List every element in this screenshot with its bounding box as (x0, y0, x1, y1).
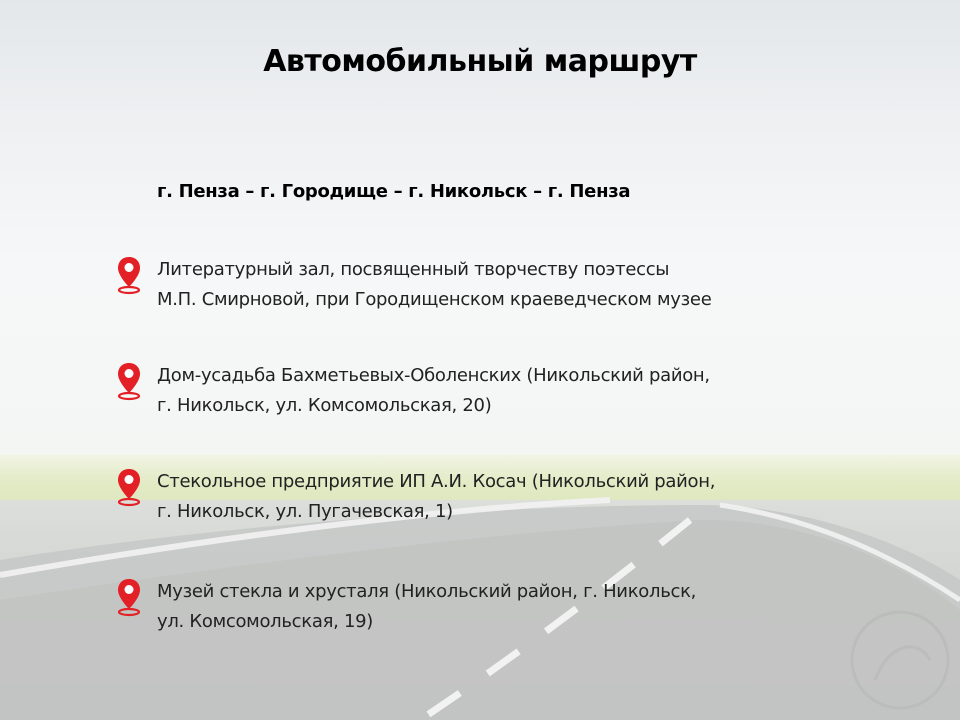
list-item-line-2: М.П. Смирновой, при Городищенском краеведческом музее (157, 289, 712, 310)
list-item-line-1: Музей стекла и хрусталя (Никольский район, г. Никольск, (157, 581, 697, 602)
map-pin-icon (116, 577, 142, 617)
list-item-line-2: г. Никольск, ул. Комсомольская, 20) (157, 395, 492, 416)
list-item-line-1: Стекольное предприятие ИП А.И. Косач (Никольский район, (157, 471, 716, 492)
list-item-line-1: Дом-усадьба Бахметьевых-Оболенских (Никольский район, (157, 365, 710, 386)
list-item-line-2: ул. Комсомольская, 19) (157, 611, 373, 632)
list-item (116, 467, 856, 527)
map-pin-icon (116, 255, 142, 295)
list-item-line-1: Литературный зал, посвященный творчеству поэтессы (157, 259, 670, 280)
map-pin-icon (116, 361, 142, 401)
list-item (116, 255, 856, 315)
list-item-line-2: г. Никольск, ул. Пугачевская, 1) (157, 501, 453, 522)
route-summary: г. Пенза – г. Городище – г. Никольск – г. Пенза (157, 181, 631, 202)
map-pin-icon (116, 467, 142, 507)
list-item (116, 361, 856, 421)
list-item (116, 577, 856, 637)
slide-title: Автомобильный маршрут (263, 44, 697, 79)
